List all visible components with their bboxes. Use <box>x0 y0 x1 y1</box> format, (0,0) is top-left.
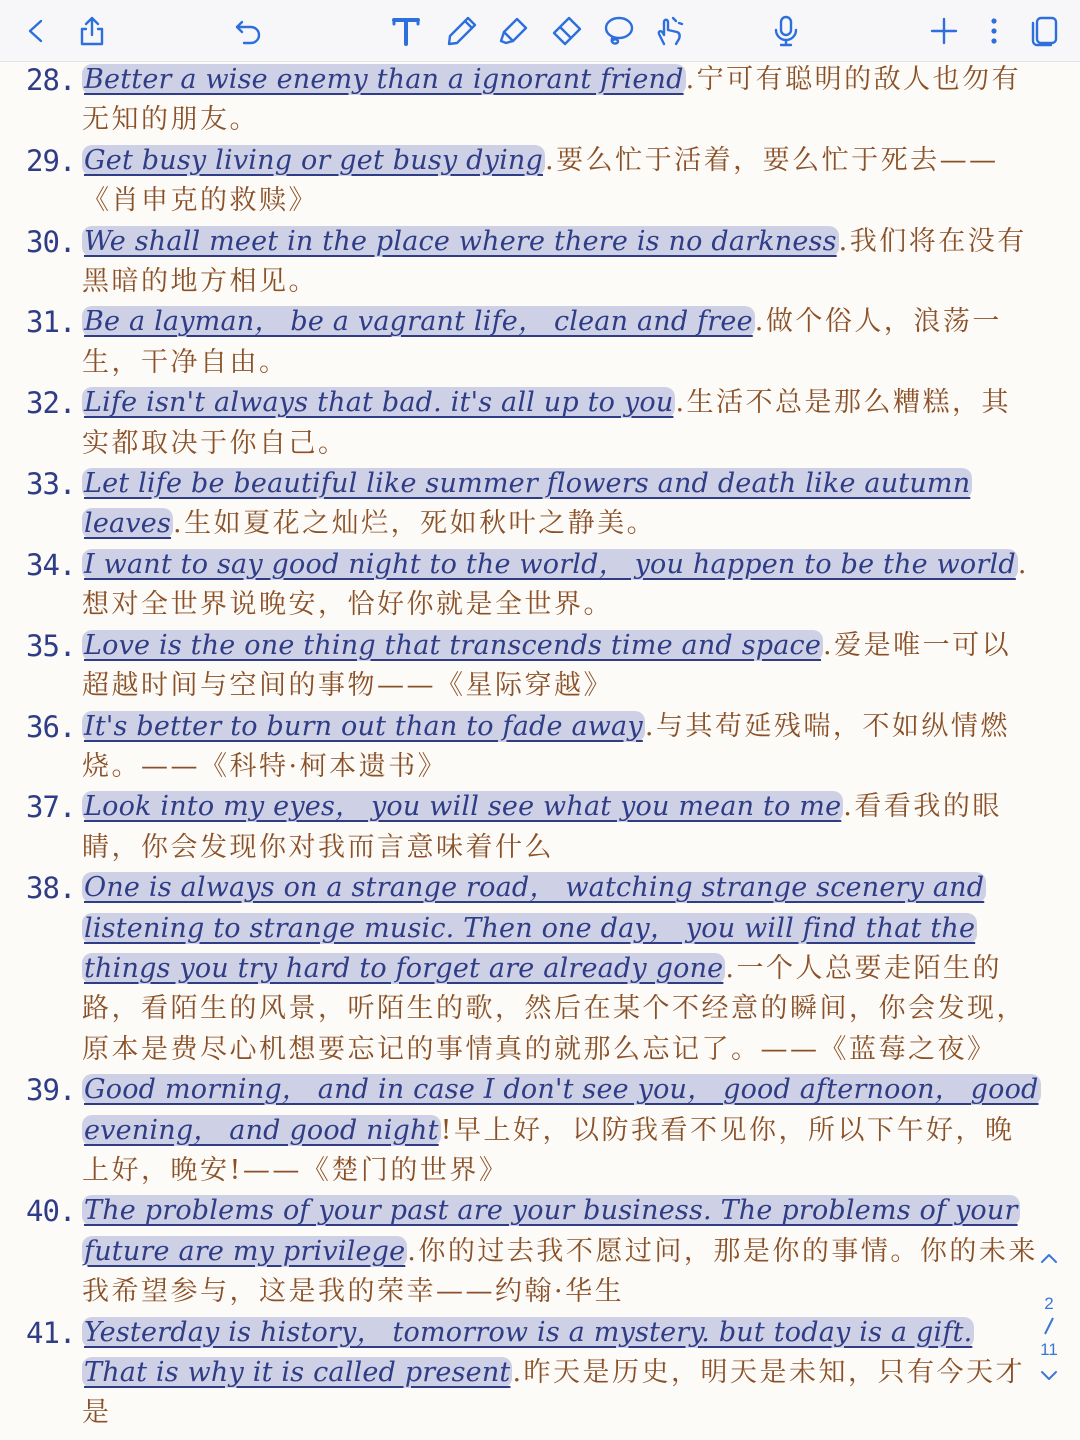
quote-chinese: .想对全世界说晚安，恰好你就是全世界。 <box>82 548 1029 621</box>
quote-chinese: .看看我的眼睛，你会发现你对我而言意味着什么 <box>82 791 1002 863</box>
quote-english: Get busy living or get busy dying <box>84 144 544 176</box>
quote-number: 41. <box>26 1315 76 1350</box>
quote-chinese: .生活不总是那么糟糕，其实都取决于你自己。 <box>82 387 1012 459</box>
current-page: 2 <box>1044 1294 1054 1313</box>
add-icon[interactable] <box>922 9 966 53</box>
microphone-icon[interactable] <box>764 9 808 53</box>
quote-number: 35. <box>26 628 76 663</box>
quote-english: Let life be beautiful like summer flowers and death like autumn leaves <box>84 468 971 540</box>
page-down-icon[interactable] <box>1036 1368 1062 1390</box>
note-page[interactable] <box>0 62 1080 1440</box>
quote-number: 33. <box>26 467 76 502</box>
quote-english: Yesterday is history， tomorrow is a mystery. but today is a gift. That is why it is called present <box>84 1316 973 1388</box>
lasso-icon[interactable] <box>596 9 640 53</box>
quote-entry <box>0 1313 1040 1434</box>
pages-icon[interactable] <box>1022 9 1066 53</box>
quote-list <box>0 62 1040 1434</box>
quote-chinese: .要么忙于活着，要么忙于死去——《肖申克的救赎》 <box>82 144 999 217</box>
quote-english: One is always on a strange road， watching strange scenery and listening to strange music. Then one day， you will find that the things you try hard to forget are already gone <box>84 872 985 984</box>
quote-entry <box>0 302 1040 383</box>
quote-entry <box>0 1191 1040 1312</box>
quote-chinese: .做个俗人，浪荡一生，干净自由。 <box>82 306 1002 378</box>
quote-chinese: .宁可有聪明的敌人也勿有无知的朋友。 <box>82 64 1022 136</box>
quote-entry <box>0 545 1040 626</box>
more-icon[interactable] <box>972 9 1016 53</box>
quote-chinese: .我们将在没有黑暗的地方相见。 <box>82 225 1027 298</box>
quote-number: 31. <box>26 305 76 340</box>
quote-number: 36. <box>26 709 76 744</box>
page-up-icon[interactable] <box>1036 1250 1062 1272</box>
total-pages: 11 <box>1040 1340 1058 1359</box>
quote-number: 40. <box>26 1194 76 1229</box>
quote-chinese: .昨天是历史，明天是未知，只有今天才是 <box>82 1357 1026 1429</box>
quote-chinese: .爱是唯一可以超越时间与空间的事物——《星际穿越》 <box>82 629 1012 702</box>
quote-number: 30. <box>26 224 76 259</box>
quote-english: Better a wise enemy than a ignorant friend <box>84 64 684 95</box>
quote-entry <box>0 464 1040 545</box>
quote-number: 28. <box>26 63 76 97</box>
touch-tool-icon[interactable] <box>646 9 690 53</box>
quote-entry <box>0 62 1040 141</box>
quote-number: 32. <box>26 386 76 421</box>
quote-number: 38. <box>26 871 76 906</box>
quote-chinese: .你的过去我不愿过问，那是你的事情。你的未来我希望参与，这是我的荣幸——约翰·华生 <box>82 1235 1038 1308</box>
quote-english: Be a layman， be a vagrant life， clean and free <box>84 306 753 338</box>
quote-english: We shall meet in the place where there is no darkness <box>84 225 837 257</box>
undo-icon[interactable] <box>226 9 270 53</box>
page-indicator <box>1036 1250 1062 1390</box>
quote-chinese: .与其苟延残喘，不如纵情燃烧。——《科特·柯本遗书》 <box>82 710 1010 782</box>
quote-english: It's better to burn out than to fade away <box>84 710 643 742</box>
quote-number: 37. <box>26 790 76 825</box>
quote-entry <box>0 626 1040 707</box>
pen-icon[interactable] <box>440 9 484 53</box>
quote-chinese: .生如夏花之灿烂，死如秋叶之静美。 <box>173 508 657 540</box>
back-icon[interactable] <box>14 9 58 53</box>
quote-number: 29. <box>26 143 76 178</box>
quote-english: Look into my eyes， you will see what you mean to me <box>84 791 842 823</box>
quote-entry <box>0 383 1040 464</box>
toolbar <box>0 0 1080 62</box>
quote-entry <box>0 707 1040 788</box>
quote-english: The problems of your past are your business. The problems of your future are my privilege <box>84 1195 1018 1267</box>
highlighter-icon[interactable] <box>492 9 536 53</box>
quote-chinese: !早上好，以防我看不见你，所以下午好，晚上好，晚安!——《楚门的世界》 <box>82 1114 1015 1186</box>
quote-entry <box>0 222 1040 303</box>
quote-english: I want to say good night to the world， you happen to be the world <box>84 548 1016 580</box>
quote-number: 34. <box>26 547 76 582</box>
page-separator <box>1036 1316 1062 1340</box>
eraser-icon[interactable] <box>544 9 588 53</box>
quote-entry <box>0 1070 1040 1191</box>
quote-english: Life isn't always that bad. it's all up to you <box>84 387 674 419</box>
quote-english: Good morning， and in case I don't see you， good afternoon， good evening， and good night <box>84 1074 1039 1146</box>
quote-chinese: .一个人总要走陌生的路，看陌生的风景，听陌生的歌，然后在某个不经意的瞬间，你会发现，原本是费尽心机想要忘记的事情真的就那么忘记了。——《蓝莓之夜》 <box>82 952 1026 1065</box>
text-tool-icon[interactable] <box>384 9 428 53</box>
share-icon[interactable] <box>70 9 114 53</box>
quote-entry <box>0 141 1040 222</box>
quote-entry <box>0 868 1040 1070</box>
quote-entry <box>0 787 1040 868</box>
quote-number: 39. <box>26 1073 76 1108</box>
quote-english: Love is the one thing that transcends time and space <box>84 629 822 661</box>
